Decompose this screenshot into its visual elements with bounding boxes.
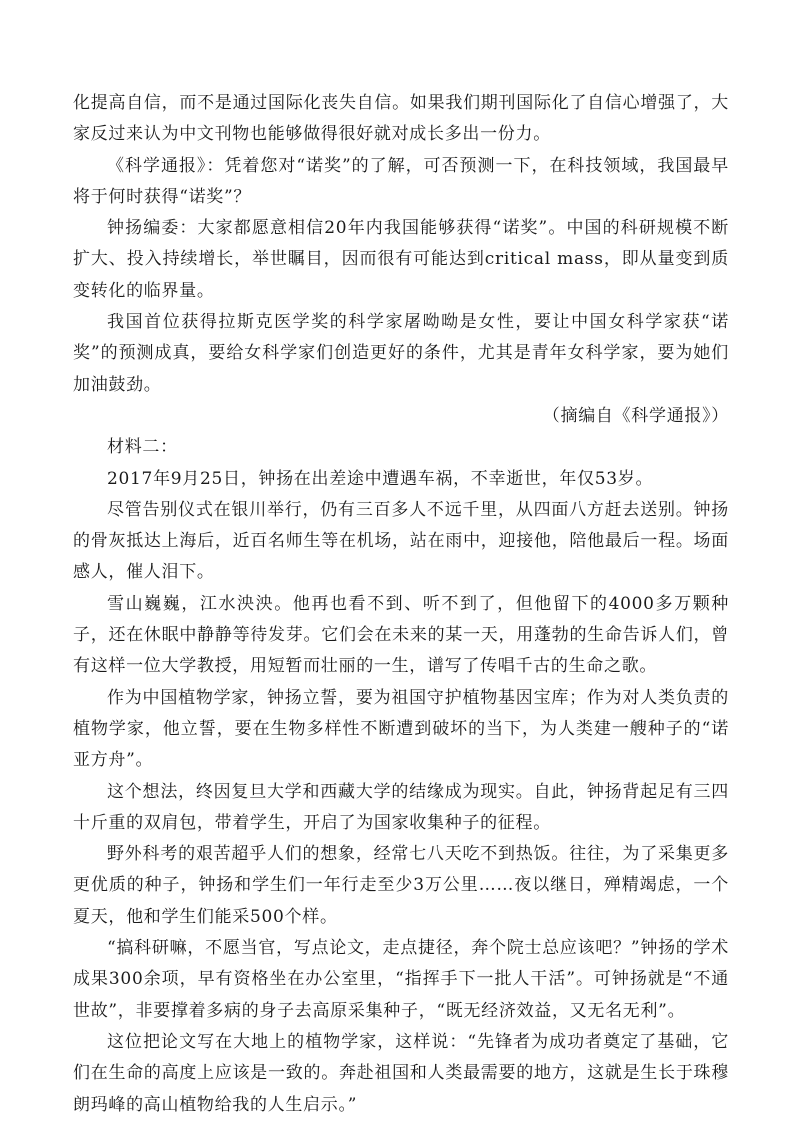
material-two-paragraph: 尽管告别仪式在银川举行，仍有三百多人不远千里，从四面八方赶去送别。钟扬的骨灰抵达上海后，近百名师生等在机场，站在雨中，迎接他，陪他最后一程。场面感人，催人泪下。 — [73, 499, 729, 583]
material-two-paragraph: 这个想法，终因复旦大学和西藏大学的结缘成为现实。自此，钟扬背起足有三四十斤重的双肩包，带着学生，开启了为国家收集种子的征程。 — [73, 781, 729, 833]
paragraph-interview-answer: 钟扬编委：大家都愿意相信20年内我国能够获得“诺奖”。中国的科研规模不断扩大、投入持续增长，举世瞩目，因而很有可能达到critical mass，即从量变到质变转化的临界量。 — [73, 218, 729, 301]
material-two-paragraph: 2017年9月25日，钟扬在出差途中遭遇车祸，不幸逝世，年仅53岁。 — [107, 468, 654, 489]
material-two-paragraph: “搞科研嘛，不愿当官，写点论文，走点捷径，奔个院士总应该吧？”钟扬的学术成果300余项，早有资格坐在办公室里，“指挥手下一批人干活”。可钟扬就是“不通世故”，非要撑着多病的身子去高原采集种子，“既无经济效益，又无名无利”。 — [73, 938, 729, 1021]
material-two-paragraph: 作为中国植物学家，钟扬立誓，要为祖国守护植物基因宝库；作为对人类负责的植物学家，他立誓，要在生物多样性不断遭到破坏的当下，为人类建一艘种子的“诺亚方舟”。 — [73, 687, 729, 771]
source-note: （摘编自《科学通报》） — [542, 405, 729, 426]
document-page — [73, 88, 729, 1121]
paragraph-continuation: 化提高自信，而不是通过国际化丧失自信。如果我们期刊国际化了自信心增强了，大家反过来认为中文刊物也能够做得很好就对成长多出一份力。 — [73, 93, 729, 145]
paragraph-interview-question: 《科学通报》：凭着您对“诺奖”的了解，可否预测一下，在科技领域，我国最早将于何时获得“诺奖”？ — [73, 155, 729, 207]
material-two-paragraph: 野外科考的艰苦超乎人们的想象，经常七八天吃不到热饭。往往，为了采集更多更优质的种子，钟扬和学生们一年行走至少3万公里……夜以继日，殚精竭虑，一个夏天，他和学生们能采500个样。 — [73, 844, 729, 927]
material-two-paragraph: 雪山巍巍，江水泱泱。他再也看不到、听不到了，但他留下的4000多万颗种子，还在休眠中静静等待发芽。它们会在未来的某一天，用蓬勃的生命告诉人们，曾有这样一位大学教授，用短暂而壮丽的一生，谱写了传唱千古的生命之歌。 — [73, 593, 729, 677]
paragraph-female-scientists: 我国首位获得拉斯克医学奖的科学家屠呦呦是女性，要让中国女科学家获“诺奖”的预测成真，要给女科学家们创造更好的条件，尤其是青年女科学家，要为她们加油鼓劲。 — [73, 312, 729, 395]
material-two-paragraph: 这位把论文写在大地上的植物学家，这样说：“先锋者为成功者奠定了基础，它们在生命的高度上应该是一致的。奔赴祖国和人类最需要的地方，这就是生长于珠穆朗玛峰的高山植物给我的人生启示。” — [73, 1031, 729, 1115]
material-two-heading: 材料二： — [107, 437, 178, 458]
